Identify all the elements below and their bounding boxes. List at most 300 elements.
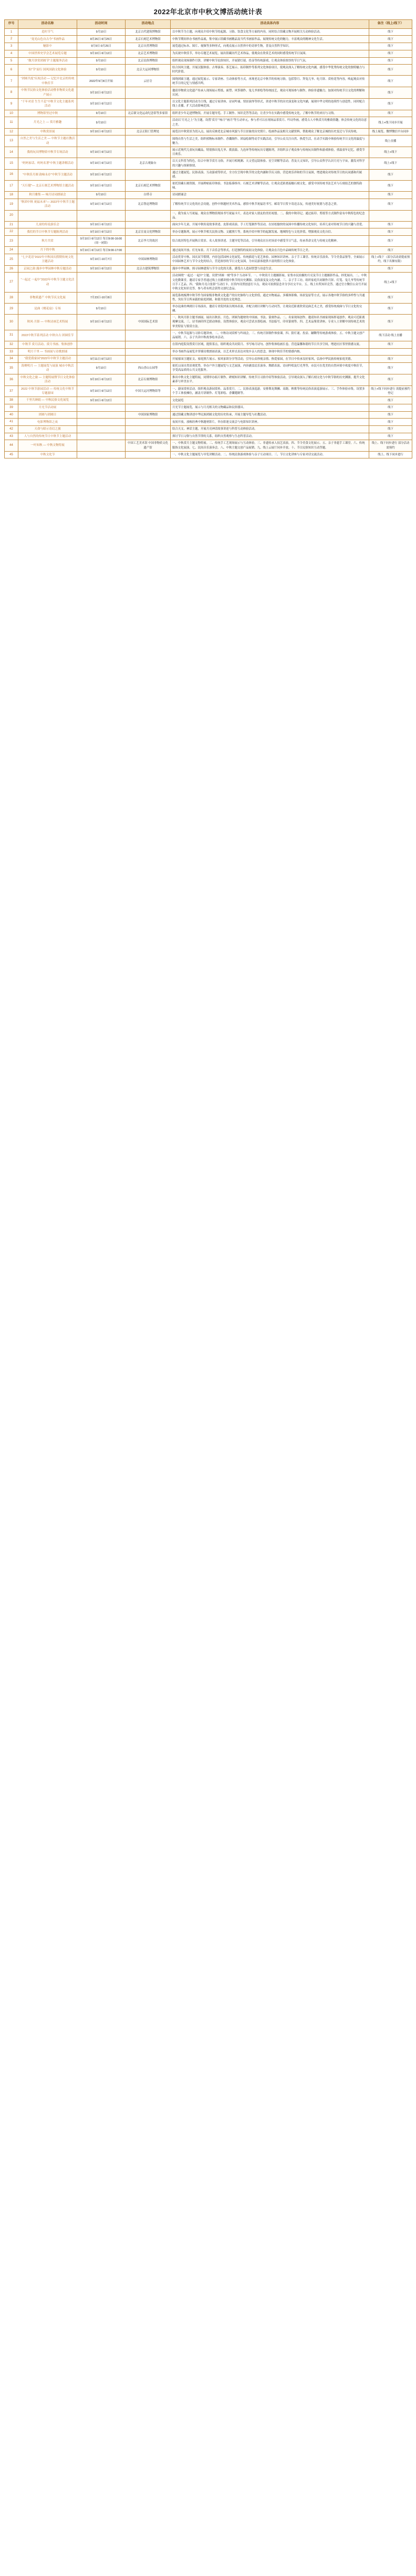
cell-activity-name: 团圆与团圆日 <box>18 411 77 419</box>
table-row <box>5 265 412 273</box>
cell-index: 44 <box>5 440 18 451</box>
cell-activity-note: 线下 <box>369 341 412 348</box>
cell-activity-place: 北京大运河博物馆 <box>126 65 171 76</box>
cell-activity-place: 中国工艺美术馆 中国非物质文化遗产馆 <box>126 440 171 451</box>
cell-activity-detail: 诗词朗诵会 <box>171 192 369 199</box>
cell-activity-detail: 中秋节期间举办书画作品展，集中展示馆藏书画精品及当代书画家作品，展现传统文化的魅力，丰富观众的精神文化生活。 <box>171 36 369 43</box>
cell-index: 21 <box>5 221 18 228</box>
cell-index: 1 <box>5 28 18 36</box>
cell-activity-place: 北京石刻艺术博物馆 <box>126 36 171 43</box>
cell-activity-note: 线下 <box>369 43 412 50</box>
cell-activity-place <box>126 304 171 315</box>
table-row <box>5 315 412 330</box>
cell-activity-place: 北京石刻博物馆 <box>126 374 171 385</box>
cell-index: 18 <box>5 192 18 199</box>
cell-activity-note: 线下 <box>369 221 412 228</box>
cell-activity-name: “我爱我家园”2022年中秋节主题活动 <box>18 356 77 363</box>
cell-activity-time: 9月10日 <box>77 110 126 117</box>
cell-activity-detail: 依托公园自然景观优势，举办户外主题展览与文艺展演，内容涵盖民乐演奏、舞蹈表演、诗词吟唱及灯光秀等，市民可在优美的自然环境中欢度中秋佳节，享受高品质的公共文化服务。 <box>171 362 369 374</box>
cell-activity-name: 月光之上 — 赏月雅趣 <box>18 117 77 128</box>
cell-activity-place: 北京鲁迅博物馆 <box>126 199 171 210</box>
table-row <box>5 110 412 117</box>
cell-activity-note: 线下 <box>369 304 412 315</box>
column-header-name: 活动名称 <box>18 20 77 29</box>
cell-activity-place: 中国国家博物馆 <box>126 411 171 419</box>
cell-activity-detail: 月光节主题展览，展示与月亮相关的文物藏品和民俗器具。 <box>171 404 369 412</box>
cell-activity-time: 9月10日 <box>77 192 126 199</box>
cell-index: 2 <box>5 36 18 43</box>
cell-activity-note: 线下 <box>369 419 412 426</box>
cell-activity-place <box>126 169 171 180</box>
cell-index: 29 <box>5 304 18 315</box>
cell-activity-name: 2022 中秋节游园活动 — 传统文化中秋节专题游园 <box>18 385 77 397</box>
cell-activity-place <box>126 419 171 426</box>
cell-activity-place: 白塔寺 <box>126 192 171 199</box>
cell-activity-detail: 一、游园赏桂活动。组织观众游园赏桂、品茶赏月。二、民俗表演巡游。安排舞龙舞狮、高跷、秧歌等传统民俗表演巡游展示。三、手作体验市集。设置多个手工体验摊位，涵盖月饼制作、灯笼彩绘、香囊缝制等。 <box>171 385 369 397</box>
cell-activity-detail: 一、我为家人写祝福。观众在博物馆现场书写祝福卡片，表达对家人朋友的美好祝愿。二、我的中秋印记。通过拓印、剪纸等方式制作富有中秋特色的纪念品。 <box>171 210 369 221</box>
cell-activity-note: 线下 <box>369 236 412 247</box>
cell-activity-name: “妈妈家话、妈妈名著”中秋主题讲解活动 <box>18 158 77 169</box>
cell-activity-time: 9月10日-9月12日 <box>77 158 126 169</box>
cell-activity-place: 北京正阳门管理处 <box>126 128 171 135</box>
table-row <box>5 273 412 292</box>
cell-activity-name: “天行健”— 北京石刻艺术博物馆主题活动 <box>18 180 77 191</box>
column-header-time: 活动时间 <box>77 20 126 29</box>
cell-index: 26 <box>5 265 18 273</box>
cell-activity-time <box>77 273 126 292</box>
cell-activity-place <box>126 99 171 110</box>
cell-activity-detail: 一、中秋文化主题展览与导览讲解活动。二、传统民俗游戏体验与亲子互动项目。三、节日文化讲座与专家对话交流活动。 <box>171 451 369 458</box>
cell-activity-note: 线下 <box>369 99 412 110</box>
cell-index: 37 <box>5 385 18 397</box>
cell-index: 22 <box>5 228 18 236</box>
cell-index: 19 <box>5 199 18 210</box>
cell-activity-time: 9月10日-9月12日 <box>77 128 126 135</box>
cell-activity-note: 线下 <box>369 192 412 199</box>
cell-activity-detail: 举办专题陈列，展示中秋节相关民俗文物、文献照片等，系统介绍中秋节的起源发展、地域特色与文化价值，增强观众文化自信。 <box>171 228 369 236</box>
cell-activity-detail: 活动贯穿中秋、国庆双节假期，内容包括园林文化展览、传统插花与花艺体验、园林知识讲座、亲子手工课堂、传统音乐演奏、节令美食品鉴等，全面展示中国园林艺术与节令文化的结合，营造浓厚的节日文化氛围，为市民游客提供丰富的假日文化体验。 <box>171 254 369 266</box>
cell-index: 24 <box>5 247 18 254</box>
table-row <box>5 128 412 135</box>
cell-activity-name: 造时节气 <box>18 28 77 36</box>
column-header-note: 备注（线上/线下） <box>369 20 412 29</box>
cell-activity-note: 线下 <box>369 411 412 419</box>
cell-activity-detail: 通过主题展览、民俗表演、互动游戏等形式，全方位呈现中秋节的文化内涵和节庆习俗，营造欢乐祥和的节日氛围，增进观众对传统节日的认同感和归属感。 <box>171 169 369 180</box>
cell-activity-name: 非物质遗产 中秋节庆文化展 <box>18 292 77 303</box>
table-row <box>5 292 412 303</box>
cell-activity-detail: 探讨节日习俗与自然节律的关系，组织自然观察与生态科普活动。 <box>171 433 369 440</box>
cell-activity-detail: 展览系统梳理中秋节作为国家级非物质文化遗产的历史脉络与文化价值，通过实物展品、多媒体影像、场景复原等方式，展示各地中秋节俗的多样性与共通性，突出节日所承载的家庭团圆、和谐共处的文化理念。 <box>171 292 369 303</box>
cell-activity-detail: 夜间开放，放映经典中秋题材影片，举办影迷交流会与电影知识讲座。 <box>171 419 369 426</box>
cell-activity-time: 9月10日-9月12日 <box>77 385 126 397</box>
cell-activity-time: 7月23日-10月8日 <box>77 292 126 303</box>
cell-activity-time: 9月10日-9月12日 <box>77 99 126 110</box>
cell-activity-note: 线上+线下（部分活动需提前预约，线下名额有限） <box>369 254 412 266</box>
cell-index: 12 <box>5 128 18 135</box>
cell-activity-time <box>77 426 126 433</box>
cell-activity-time: 9月10日 <box>77 28 126 36</box>
cell-activity-time: 9月9日-9月25日 <box>77 43 126 50</box>
cell-activity-note <box>369 210 412 221</box>
cell-activity-note: 线下 <box>369 292 412 303</box>
table-row <box>5 76 412 87</box>
cell-activity-note: 线下 <box>369 180 412 191</box>
cell-activity-detail: 一、中秋赏月主题文物特展。二、传统手工艺现场展示与互动体验。三、非遗传承人技艺表演。四、节令美食文化展示。五、亲子非遗手工课堂。六、传统服饰文化展演。七、民间音乐演奏会。八、中秋主题文创产品展销。九、线上云展厅同步开放。十、节日民俗知识互动答题。 <box>171 440 369 451</box>
cell-activity-detail: 推出中秋文化主题特展，同期举办拓片制作、碑刻知识讲解、传统节日习俗介绍等体验活动，引导观众深入了解石刻文化与中秋节俗的历史渊源，提升文化素养与审美水平。 <box>171 374 369 385</box>
cell-activity-time: 9月10日-9月12日 <box>77 221 126 228</box>
cell-activity-note: 线下 <box>369 356 412 363</box>
cell-activity-name: 京园之韵 漫步中华园林中秋专题活动 <box>18 265 77 273</box>
cell-index: 10 <box>5 110 18 117</box>
cell-index: 38 <box>5 397 18 404</box>
cell-activity-place <box>126 247 171 254</box>
table-row <box>5 210 412 221</box>
cell-activity-name: 秋月共赏 <box>18 236 77 247</box>
cell-activity-time: 9月10日-9月12日 每日9:00-16:00（周一闭馆） <box>77 236 126 247</box>
cell-activity-detail: 组织观众现场制作月饼，讲解中秋节民俗知识，开展猜灯谜、投壶等传统游戏，让观众体验浓厚的节日气氛。 <box>171 57 369 65</box>
cell-activity-place <box>126 210 171 221</box>
cell-activity-detail: 展示近现代儿童玩具藏品，特别推出兔儿爷、拨浪鼓、九连环等传统玩具专题陈列，并组织亲子观众参与传统玩具制作和游戏体验，重温童年记忆，感受节日欢乐。 <box>171 147 369 158</box>
cell-activity-note: 线下 <box>369 362 412 374</box>
cell-activity-time <box>77 341 126 348</box>
cell-activity-name: “秋团中秋 祝福未来”— 2022年中秋节主题活动 <box>18 199 77 210</box>
cell-activity-place: 北京石刻艺术博物馆 <box>126 180 171 191</box>
cell-activity-detail: 在馆内庭院设置赏月区域，提供茶点，组织观众共同赏月、书写咏月诗句、创作集体绘画长卷，营造温馨和谐的节日共享空间，增进社区邻里情感交流。 <box>171 341 369 348</box>
cell-activity-place <box>126 341 171 348</box>
cell-activity-place <box>126 292 171 303</box>
cell-activity-time: 9月11日-9月12日 <box>77 356 126 363</box>
cell-activity-detail: 举办昆曲经典剧目专场演出，邀请专业院团演员现场表演，并配合剧目讲解与互动问答，让观众近距离欣赏昆曲艺术之美，感受传统戏曲与节日文化的交融。 <box>171 304 369 315</box>
cell-index: 16 <box>5 169 18 180</box>
cell-index: 45 <box>5 451 18 458</box>
table-row <box>5 411 412 419</box>
cell-activity-time: 9月10日-10月7日 <box>77 254 126 266</box>
cell-activity-time: 9月10日 <box>77 57 126 65</box>
cell-activity-name: 中秋赏景展 <box>18 128 77 135</box>
cell-activity-time: 9月10日 <box>77 362 126 374</box>
cell-activity-time <box>77 419 126 426</box>
cell-activity-note: 线下 <box>369 87 412 99</box>
cell-activity-time: 9月10日-9月12日 <box>77 87 126 99</box>
page-title: 2022年北京市中秋文博活动统计表 <box>153 8 263 16</box>
cell-activity-name: 我的玩具博物馆中秋节专场活动 <box>18 147 77 158</box>
cell-activity-time: 9月10日-9月12日 <box>77 50 126 57</box>
cell-activity-name: “一起过 一起中”2022年中秋节主题文化活动 <box>18 273 77 292</box>
cell-activity-time: 9月10日-9月12日 <box>77 228 126 236</box>
table-row <box>5 247 412 254</box>
cell-activity-name: 博物馆里过中秋 <box>18 110 77 117</box>
cell-activity-name: 中秋文化节 <box>18 451 77 458</box>
table-row <box>5 228 412 236</box>
table-row <box>5 404 412 412</box>
cell-activity-detail: 为庆祝中秋佳节，举办专题艺术展览，展出馆藏历代艺术珍品，使观众在欣赏艺术的同时感受传统节日氛围。 <box>171 50 369 57</box>
cell-index: 41 <box>5 419 18 426</box>
table-row <box>5 304 412 315</box>
table-row <box>5 57 412 65</box>
cell-activity-place <box>126 404 171 412</box>
cell-activity-detail: 文化展览 <box>171 397 369 404</box>
cell-activity-name: 中国世界史学会艺术展览专题 <box>18 50 77 57</box>
cell-activity-place <box>126 397 171 404</box>
table-row <box>5 99 412 110</box>
cell-index: 42 <box>5 426 18 433</box>
cell-activity-detail: 漫步中华园林，探寻园林建筑与节令文化的关系，感受古人造园智慧与诗意生活。 <box>171 265 369 273</box>
cell-activity-time <box>77 330 126 341</box>
cell-activity-name: 昆曲《桃花扇》专场 <box>18 304 77 315</box>
cell-activity-note: 线下 <box>369 397 412 404</box>
cell-activity-note: 线上、线下同步进行 <box>369 451 412 458</box>
cell-activity-name: 秋风·月影 — 中秋诗画艺术特展 <box>18 315 77 330</box>
cell-activity-name: 秋月雅集 — 咏月诗词朗诵会 <box>18 192 77 199</box>
cell-activity-name: 一叶知秋 — 中秋文物特展 <box>18 440 77 451</box>
cell-activity-place <box>126 433 171 440</box>
cell-activity-name: 2022中秋节系列活动 中秋自古 团圆佳节 <box>18 330 77 341</box>
cell-activity-note: 线下 <box>369 265 412 273</box>
cell-activity-time <box>77 411 126 419</box>
table-row <box>5 65 412 76</box>
cell-activity-place: 北京艺术博物馆 <box>126 50 171 57</box>
cell-activity-time: 9月10日-9月12日 <box>77 265 126 273</box>
cell-activity-name: 电影博物馆之夜 <box>18 419 77 426</box>
cell-index: 31 <box>5 330 18 341</box>
cell-index: 13 <box>5 135 18 147</box>
cell-activity-time <box>77 433 126 440</box>
cell-activity-detail: 通过馆藏文物讲述中华民族团圆文化的历史传承，开展主题导览与社教活动。 <box>171 411 369 419</box>
cell-activity-note: 线下 <box>369 28 412 36</box>
cell-index: 5 <box>5 57 18 65</box>
table-row <box>5 158 412 169</box>
cell-activity-place <box>126 330 171 341</box>
cell-activity-detail: 了解传统节日文化的社会功能，创作中秋题材美术作品，感悟中秋节祝福语书写，邮寄节日贺卡寄送亲友，传递美好祝愿与思念之情。 <box>171 199 369 210</box>
cell-activity-note: 线上+线下同步开展 <box>369 117 412 128</box>
table-row <box>5 362 412 374</box>
cell-activity-detail: 开展家园主题征文、家庭照片展示、家风家训分享等活动，引导公众珍视亲情、热爱家园，在节日中传承良好家风，弘扬中华民族传统家庭美德。 <box>171 356 369 363</box>
table-row <box>5 87 412 99</box>
cell-activity-place <box>126 87 171 99</box>
cell-activity-name: 人与自然的传统节日中秋节主题活动 <box>18 433 77 440</box>
cell-activity-place: 北京新文化运动纪念馆等多家馆 <box>126 110 171 117</box>
cell-activity-detail: 一、秋风月影主题书画展。展出以秋景、月色、团圆为题材的中国画、书法、篆刻作品。二、名家现场创作。邀请知名书画家现场挥毫创作，观众可近距离观摩交流。三、诗书画印四艺联动体验。设置体验区，观众可尝试水墨绘画、书法临写、印章篆刻等。四、艺术品鉴赏讲座。专业人士讲解中国传统艺术的审美特征与鉴赏方法。 <box>171 315 369 330</box>
table-row <box>5 397 412 404</box>
cell-activity-name: “七夕花语”2022年中秋国庆假期传统文化主题活动 <box>18 254 77 266</box>
cell-activity-note: 线上、线下同步进行 部分活动需预约 <box>369 440 412 451</box>
cell-activity-detail: 面向少年儿童，开展中秋传说故事讲述、皮影戏表演、手工灯笼制作等活动，在轻松愉快的氛围中传播传统文化知识，培养儿童对传统节日的兴趣与喜爱。 <box>171 221 369 228</box>
cell-activity-note: 线下 <box>369 404 412 412</box>
cell-activity-note: 线上+线下同步进行 需提前预约登记 <box>369 385 412 397</box>
cell-activity-place: 西山香山公园等 <box>126 362 171 374</box>
cell-activity-note: 线下 <box>369 76 412 87</box>
cell-activity-place <box>126 221 171 228</box>
table-row <box>5 330 412 341</box>
cell-activity-name: 中秋节 赏月活动、赏月书画、集体创作 <box>18 341 77 348</box>
cell-activity-name: 我们的节日中秋节专题陈列活动 <box>18 228 77 236</box>
table-row <box>5 348 412 356</box>
cell-activity-time: 9月10日-9月12日 <box>77 147 126 158</box>
cell-activity-detail: 邀请非物质文化遗产传承人现场展示剪纸、面塑、风筝制作、兔儿爷彩绘等传统技艺，观众可现场参与制作，体验非遗魅力，加深对传统节日文化的理解和认同。 <box>171 87 369 99</box>
cell-index: 27 <box>5 273 18 292</box>
table-row <box>5 50 412 57</box>
cell-activity-detail: 以文化主题系列活动为主线，通过专家讲座、诗词吟诵、情景演绎等形式，讲述中秋节的历史演变和文化内涵，展现中华文明的连续性与创造性。同时配合线上直播，扩大活动影响范围。 <box>171 99 369 110</box>
cell-activity-name <box>18 210 77 221</box>
cell-activity-name: 千里共婵娟 — 中秋民俗文化展览 <box>18 397 77 404</box>
cell-activity-place: 中国园林博物馆 <box>126 254 171 266</box>
table-row <box>5 236 412 247</box>
table-row <box>5 254 412 266</box>
cell-activity-place <box>126 348 171 356</box>
cell-activity-detail: 围绕自然与生活之美，组织植物标本制作、香囊制作、团扇绘制等动手实践活动，引导公众关注自然、热爱生活，在动手实践中体验传统节日文化的温度与魅力。 <box>171 135 369 147</box>
cell-index: 6 <box>5 65 18 76</box>
cell-activity-place: 北京宣南文化博物馆 <box>126 228 171 236</box>
cell-activity-place <box>126 273 171 292</box>
cell-activity-detail: 结合国风主题，开展汉服体验、古琴演奏、茶艺展示、拓印制作等系列文化体验项目，使观众深入了解传统文化内涵，感受中华优秀传统文化的独特魅力与时代价值。 <box>171 65 369 76</box>
cell-index: 9 <box>5 99 18 110</box>
cell-activity-note: 线下 <box>369 199 412 210</box>
table-row <box>5 147 412 158</box>
table-row <box>5 221 412 228</box>
cell-index: 23 <box>5 236 18 247</box>
cell-activity-note: 线上展览、微博微信平台同步 <box>369 128 412 135</box>
cell-activity-time <box>77 404 126 412</box>
cell-activity-detail: 结合故居特色开展秋日赏景、名人故事讲述、主题导览等活动，引导观众在历史场景中感受节日气息，传承革命文化与传统文化精神。 <box>171 236 369 247</box>
cell-activity-name: “团圆共度”庆祝活动 — 记忆中北京的传统中秋佳节 <box>18 76 77 87</box>
cell-activity-note: 线上+线下 <box>369 158 412 169</box>
cell-activity-time: 2022年9月8日开始 <box>77 76 126 87</box>
cell-activity-detail: 举办书画作品展览并穿插诗歌朗诵表演，以艺术形式表达对故乡亲人的思念，体现中秋佳节的情感内核。 <box>171 348 369 356</box>
table-row <box>5 192 412 199</box>
cell-index: 39 <box>5 404 18 412</box>
cell-activity-time <box>77 210 126 221</box>
cell-index: 8 <box>5 87 18 99</box>
cell-index: 34 <box>5 356 18 363</box>
cell-activity-time: 9月10日-9月12日 <box>77 315 126 330</box>
document-sheet <box>0 0 416 464</box>
table-row <box>5 43 412 50</box>
table-row <box>5 433 412 440</box>
cell-activity-name: 月光节活动展 <box>18 404 77 412</box>
cell-activity-detail: 以中秋节为主题，向观众介绍中秋节的起源、习俗、饮食文化等方面的内容，同时结合馆藏文物开展相关互动体验活动。 <box>171 28 369 36</box>
cell-activity-time: 9月10日-9月12日 <box>77 169 126 180</box>
cell-activity-detail: 活动以“月光之上”为主题，设置“赏月”“咏月”“画月”等互动单元，参与者可以在现场品茶赏月、吟诗作画，感受古人中秋赏月的雅致情趣，体会传统文化的诗意之美。 <box>171 117 369 128</box>
cell-activity-detail: 依托馆藏石刻资源，开展碑帖拓印体验、书法临摹指导、石刻艺术讲解等活动，让观众近距离接触石刻文化，感受中国传统书法艺术与石刻技艺的独特韵味。 <box>171 180 369 191</box>
column-header-index: 序号 <box>5 20 18 29</box>
cell-activity-note: 线下活动 线上直播 <box>369 330 412 341</box>
cell-activity-detail: 展览以中秋赏景为切入点，展出反映老北京城市风貌与节日景象的历史照片、绘画作品及相关文献资料，帮助观众了解北京城的历史变迁与节庆传统。 <box>171 128 369 135</box>
cell-activity-detail: 通过夜间开放、灯光布景、月下音乐会等形式，打造独特的夜间文化体验，让观众在月色中品味传统节日之美。 <box>171 247 369 254</box>
cell-activity-place: 北京李大钊故居 <box>126 236 171 247</box>
table-row <box>5 169 412 180</box>
table-row <box>5 135 412 147</box>
cell-activity-name: 明月千里 — 书画展与诗歌朗诵 <box>18 348 77 356</box>
table-row <box>5 451 412 458</box>
table-row <box>5 385 412 397</box>
cell-activity-name: 魅影中 <box>18 43 77 50</box>
table-body <box>5 28 412 458</box>
cell-activity-place <box>126 147 171 158</box>
cell-activity-place: 中国国际艺术馆 <box>126 315 171 330</box>
cell-index: 11 <box>5 117 18 128</box>
cell-activity-detail: 围绕团圆主题，通过展览展示、专家讲座、互动体验等方式，再现老北京中秋节的传统习俗，包括祭月、拜兔儿爷、吃月饼、赏桂花等内容，唤起观众对传统节日的记忆与情感共鸣。 <box>171 76 369 87</box>
cell-index: 3 <box>5 43 18 50</box>
table-row <box>5 419 412 426</box>
cell-activity-note: 线下 <box>369 110 412 117</box>
cell-index: 7 <box>5 76 18 87</box>
cell-activity-note: 线下 <box>369 374 412 385</box>
cell-activity-note: 线上+线下 <box>369 147 412 158</box>
cell-activity-time: 8月26日-9月25日 <box>77 36 126 43</box>
cell-index: 17 <box>5 180 18 191</box>
cell-index: 14 <box>5 147 18 158</box>
cell-activity-time: 9月10日-9月12日 <box>77 397 126 404</box>
cell-activity-detail: 展览通过标本、图片、视频等多种形式，向观众展示自然界中的奇妙生物，普及自然科学知识。 <box>171 43 369 50</box>
table-row <box>5 426 412 433</box>
table-row <box>5 199 412 210</box>
cell-activity-note: 线下 <box>369 433 412 440</box>
cell-activity-note: 线下 <box>369 65 412 76</box>
cell-activity-note: 线下 <box>369 426 412 433</box>
cell-activity-name: 儿童的传说游乐会 <box>18 221 77 228</box>
cell-activity-time: 9月10日-9月12日 <box>77 374 126 385</box>
cell-index: 25 <box>5 254 18 266</box>
table-header-row <box>5 20 412 29</box>
cell-activity-place <box>126 356 171 363</box>
cell-activity-note: 线下 <box>369 228 412 236</box>
cell-index: 15 <box>5 158 18 169</box>
cell-activity-name: “龙光山色自古今”书画作品 <box>18 36 77 43</box>
cell-activity-detail: 活动围绕“一起过·一起中”主题，设置“团圆一刻”等多个互动环节。一、中秋赏月主题摄影展。征集市民拍摄的月亮及节日主题摄影作品，择优展出。二、中秋文化微课堂。邀请专家学者通过线上直播讲授中秋节的历史渊源、民俗演变及文化内涵。三、亲子手工坊。组织家庭共同制作月饼、灯笼、兔儿爷等传统节日手工艺品。四、“我和月亮合张影”互动打卡。在馆内设置创意打卡点，观众可拍照留念并分享社交平台。五、线上有奖知识竞答。通过官方微信公众号开展中秋文化知识竞答，参与者有机会获得文创纪念品。 <box>171 273 369 292</box>
cell-activity-place <box>126 451 171 458</box>
cell-activity-time: 9月10日-9月12日 <box>77 180 126 191</box>
cell-activity-note: 线下 <box>369 169 412 180</box>
cell-activity-detail: 组织青少年走进博物馆，开展专题导览、手工制作、知识竞答等活动，让青少年在实践中感受传统文化，了解中秋节的来历与习俗。 <box>171 110 369 117</box>
cell-activity-time: 9月10日 <box>77 117 126 128</box>
cell-activity-note: 线下 <box>369 50 412 57</box>
cell-index: 43 <box>5 433 18 440</box>
cell-activity-place <box>126 426 171 433</box>
cell-activity-place: 北京古观象台 <box>126 158 171 169</box>
cell-activity-note: 线下 <box>369 247 412 254</box>
cell-activity-place: 北京古建筑博物馆 <box>126 265 171 273</box>
cell-activity-place: 北京古代建筑博物馆 <box>126 28 171 36</box>
cell-activity-place <box>126 135 171 147</box>
cell-activity-name: 月下的中秋 <box>18 247 77 254</box>
cell-index: 30 <box>5 315 18 330</box>
table-row <box>5 341 412 348</box>
cell-index: 33 <box>5 348 18 356</box>
cell-activity-name: “千年对话 生生不息”中秋节文化主题系列活动 <box>18 99 77 110</box>
cell-activity-name: 自然之美与生活之美 — 中秋节主题社教活动 <box>18 135 77 147</box>
cell-activity-place: 云居寺 <box>126 76 171 87</box>
table-row <box>5 356 412 363</box>
column-header-place: 活动地点 <box>126 20 171 29</box>
activity-table <box>4 19 412 458</box>
cell-activity-place: 北京自然博物馆 <box>126 43 171 50</box>
cell-activity-time: 9月10日-9月12日 <box>77 199 126 210</box>
cell-activity-note: 线上+线下 <box>369 273 412 292</box>
cell-activity-detail: 一、中秋节起源与习俗专题讲座。二、中秋诗词赏析与吟诵会。三、传统月饼制作体验课。四、猜灯谜、投壶、蹴鞠等传统游戏体验。五、中秋主题文创产品展销。六、亲子共读中秋故事绘本活动。 <box>171 330 369 341</box>
cell-activity-time <box>77 135 126 147</box>
cell-activity-name: 海聚明月 — 主题展览与展演 城市中秋活动 <box>18 362 77 374</box>
cell-activity-detail: 以天文科普为特色，结合中秋节赏月习俗，开展月相观测、天文望远镜体验、星空讲解等活动，普及天文知识，引导公众科学认识月亮与宇宙，激发对科学的兴趣与探索热情。 <box>171 158 369 169</box>
cell-activity-note <box>369 348 412 356</box>
cell-activity-name: “中秋佳月圆 韵味永存”中秋节主题活动 <box>18 169 77 180</box>
cell-activity-name: 中秋节民俗文化体验活动暨非物质文化遗产展示 <box>18 87 77 99</box>
cell-activity-note: 线下 <box>369 315 412 330</box>
cell-activity-note: 线下 <box>369 57 412 65</box>
cell-activity-time: 9月10日-9月12日 每日9:00-17:00 <box>77 247 126 254</box>
cell-activity-place: 中国大运河博物馆等 <box>126 385 171 397</box>
cell-index: 20 <box>5 210 18 221</box>
cell-index: 35 <box>5 362 18 374</box>
